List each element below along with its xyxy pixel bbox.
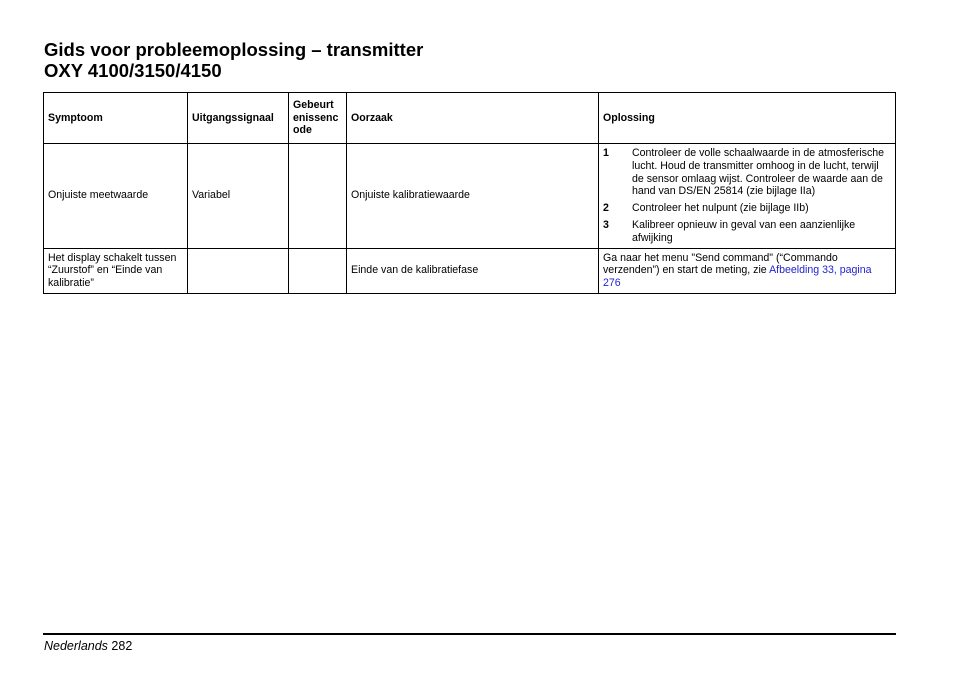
cell-output-signal	[188, 248, 289, 293]
header-output-signal: Uitgangssignaal	[188, 93, 289, 144]
cell-cause: Onjuiste kalibratiewaarde	[347, 144, 599, 249]
header-event: Gebeurt enissenc ode	[289, 93, 347, 144]
solution-step	[603, 202, 891, 215]
figure-reference-link[interactable]: Afbeelding 33, pagina 276	[603, 264, 872, 290]
header-cause: Oorzaak	[347, 93, 599, 144]
solution-steps	[603, 147, 891, 245]
table-header-row	[44, 93, 896, 144]
footer-divider	[43, 633, 896, 635]
step-number: 3	[603, 218, 609, 231]
cell-solution	[599, 144, 896, 249]
cell-output-signal: Variabel	[188, 144, 289, 249]
cell-event	[289, 248, 347, 293]
header-solution: Oplossing	[599, 93, 896, 144]
step-number: 1	[603, 147, 609, 159]
cell-cause: Einde van de kalibratiefase	[347, 248, 599, 293]
page-footer	[44, 639, 132, 653]
cell-symptom: Onjuiste meetwaarde	[44, 144, 188, 249]
step-text: Controleer het nulpunt (zie bijlage IIb)	[632, 202, 809, 215]
cell-event	[289, 144, 347, 249]
table-row	[44, 248, 896, 293]
header-symptom: Symptoom	[44, 93, 188, 144]
step-text: Kalibreer opnieuw in geval van een aanzienlijke afwijking	[632, 218, 856, 244]
page-title	[44, 39, 423, 81]
cell-solution	[599, 248, 896, 293]
footer-page-number: 282	[111, 639, 133, 653]
step-number: 2	[603, 202, 609, 215]
title-line-2: OXY 4100/3150/4150	[44, 60, 222, 81]
troubleshooting-table	[43, 92, 896, 294]
title-line-1: Gids voor probleemoplossing – transmitter	[44, 39, 424, 60]
solution-step	[603, 219, 891, 245]
table-row	[44, 144, 896, 249]
solution-step	[603, 147, 891, 198]
step-text: Controleer de volle schaalwaarde in de atmosferische lucht. Houd de transmitter omhoog in de lucht, terwijl de sensor omlaag wijst. Controleer de waarde aan de hand van DS/EN 25814 (zie bijlage IIa)	[632, 147, 885, 198]
solution-text: Ga naar het menu "Send command" (“Commando verzenden”) en start de meting, zie	[603, 251, 838, 277]
cell-symptom: Het display schakelt tussen “Zuurstof” en “Einde van kalibratie”	[44, 248, 188, 293]
footer-language: Nederlands	[44, 639, 108, 653]
